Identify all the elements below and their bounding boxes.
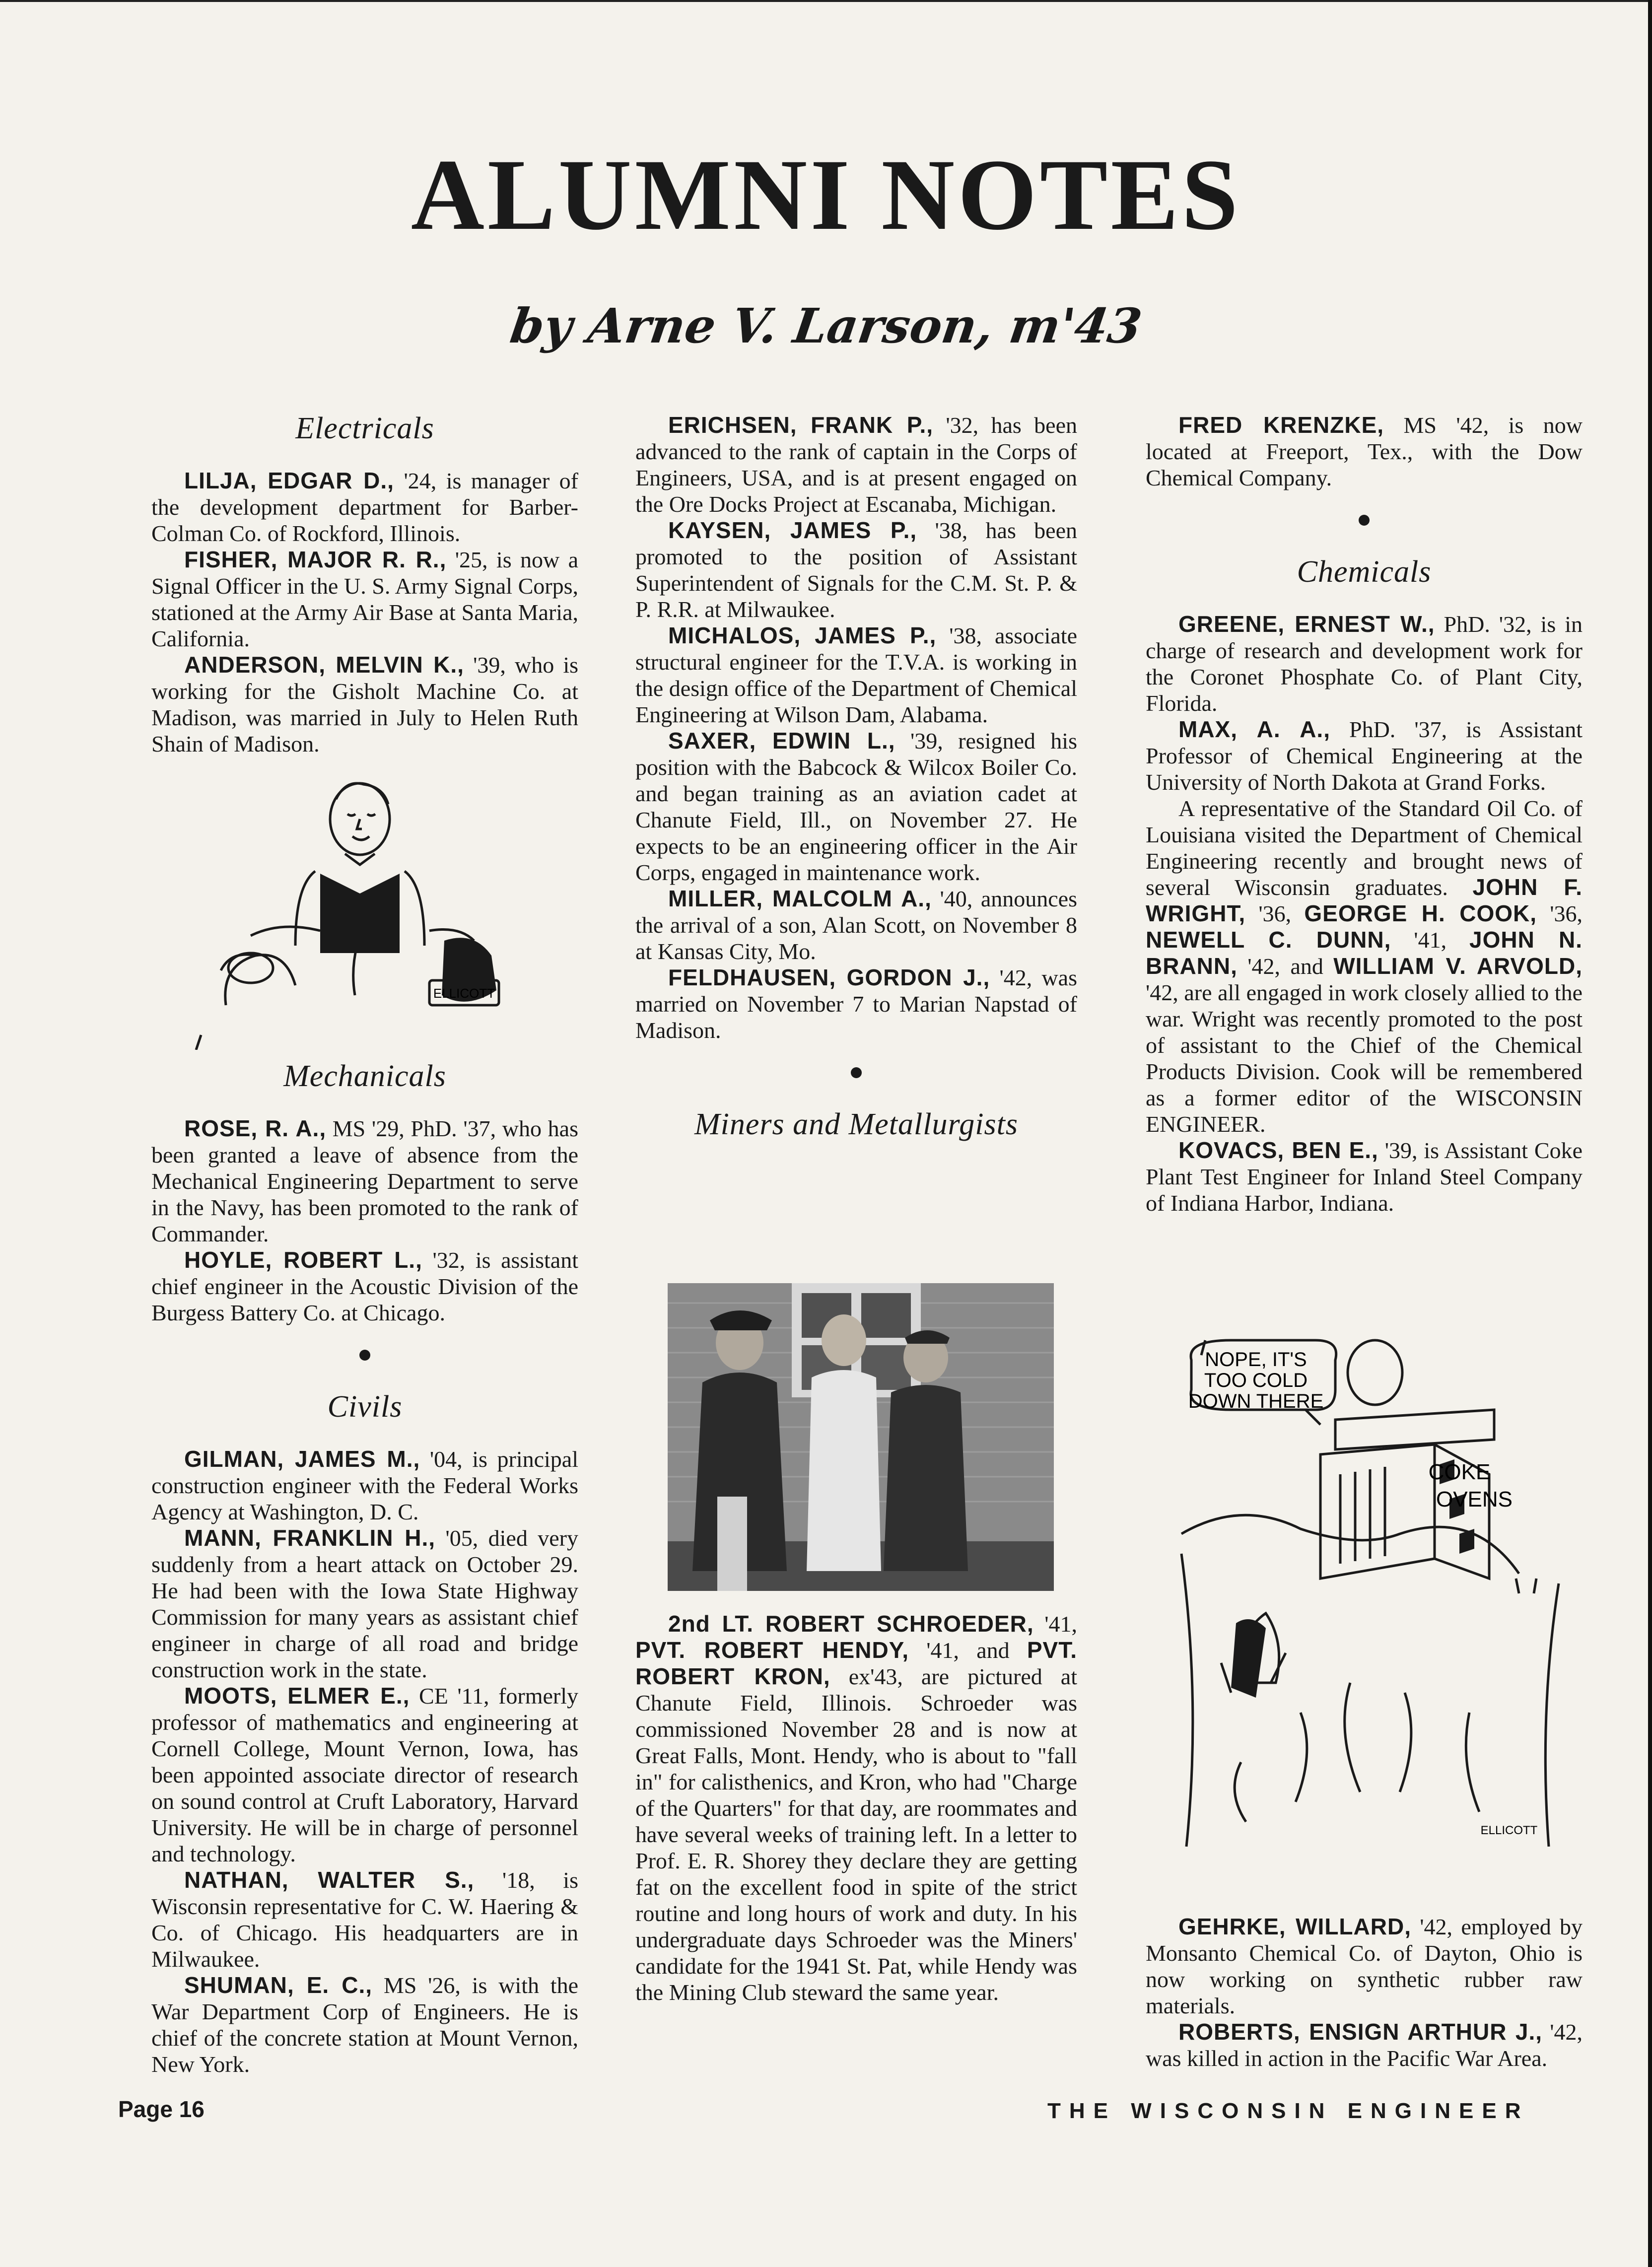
entry-name: MICHALOS, JAMES P., <box>668 622 937 648</box>
entry-name: GEHRKE, WILLARD, <box>1178 1914 1411 1939</box>
section-heading-mechanicals: Mechanicals <box>283 1059 446 1093</box>
byline: by Arne V. Larson, m'43 <box>507 298 1145 354</box>
alumni-entry: ERICHSEN, FRANK P., '32, has been advanced to the rank of captain in the Corps of Engineers, USA, and is at present engaged on the Ore Docks Project at Escanaba, Michigan. <box>635 412 1077 517</box>
entry-name: HOYLE, ROBERT L., <box>184 1247 422 1273</box>
speech-bubble-line-3: DOWN THERE <box>1188 1390 1324 1412</box>
page-number: Page 16 <box>118 2096 205 2122</box>
alumni-entry: HOYLE, ROBERT L., '32, is assistant chief engineer in the Acoustic Division of the Burgess Battery Co. at Chicago. <box>151 1247 578 1325</box>
column-1 <box>151 412 578 2077</box>
alumni-entry: GILMAN, JAMES M., '04, is principal construction engineer with the Federal Works Agency at Washington, D. C. <box>151 1446 579 1524</box>
entry-name: NEWELL C. DUNN, <box>1146 927 1391 953</box>
section-bullet <box>359 1350 370 1361</box>
entry-name: GILMAN, JAMES M., <box>184 1446 420 1472</box>
entry-name: ANDERSON, MELVIN K., <box>184 652 464 678</box>
soldiers-photo-drawing <box>668 1283 1054 1591</box>
alumni-entry: KAYSEN, JAMES P., '38, has been promoted to the position of Assistant Superintendent of Signals for the C.M. St. P. & P. R.R. at Milwaukee. <box>635 517 1077 622</box>
section-bullet <box>1359 515 1370 526</box>
entry-name: GEORGE H. COOK, <box>1304 900 1537 926</box>
alumni-entry: FELDHAUSEN, GORDON J., '42, was married on November 7 to Marian Napstad of Madison. <box>635 964 1077 1043</box>
entry-name: JOHN N. BRANN, <box>1146 927 1583 979</box>
entry-name: MANN, FRANKLIN H., <box>184 1525 436 1551</box>
entry-name: MAX, A. A., <box>1178 716 1330 742</box>
entry-name: FELDHAUSEN, GORDON J., <box>668 964 990 990</box>
alumni-entry: MOOTS, ELMER E., CE '11, formerly professor of mathematics and engineering at Cornell College, Mount Vernon, Iowa, has been appointed associate director of research on sound control at Cruft Laboratory, Harvard University. He will be in charge of personnel and technology. <box>151 1683 579 1866</box>
section-heading-miners: Miners and Metallurgists <box>694 1107 1019 1141</box>
section-heading-civils: Civils <box>327 1390 403 1424</box>
caption-paragraph: 2nd LT. ROBERT SCHROEDER, '41, PVT. ROBERT HENDY, '41, and PVT. ROBERT KRON, ex'43, are pictured at Chanute Field, Illinois. Schroeder was commissioned November 28 and is now at Great Falls, Mont. Hendy, who is about to "fall in" for calisthenics, and Kron, who had "Charge of the Quarters" for that day, are roommates and have several weeks of training left. In a letter to Prof. E. R. Shorey they declare they are getting fat on the excellent food in spite of the strict routine and long hours of work and duty. In his undergraduate days Schroeder was the Miners' candidate for the 1941 St. Pat, while Hendy was the Mining Club steward the same year. <box>635 1611 1077 2005</box>
alumni-entry: GEHRKE, WILLARD, '42, employed by Monsanto Chemical Co. of Dayton, Ohio is now working on synthetic rubber raw materials. <box>1146 1914 1583 2018</box>
caption-name: PVT. ROBERT KRON, <box>635 1637 1077 1689</box>
section-heading-electricals: Electricals <box>295 412 434 445</box>
alumni-entry: SAXER, EDWIN L., '39, resigned his position with the Babcock & Wilcox Boiler Co. and began training as an aviation cadet at Chanute Field, Ill., on November 27. He expects to be an engineering officer in the Air Corps, engaged in maintenance work. <box>635 728 1077 885</box>
alumni-entry: SHUMAN, E. C., MS '26, is with the War Department Corp of Engineers. He is chief of the concrete station at Mount Vernon, New York. <box>151 1972 578 2077</box>
entry-name: NATHAN, WALTER S., <box>184 1867 475 1893</box>
alumni-entry: ROSE, R. A., MS '29, PhD. '37, who has been granted a leave of absence from the Mechanical Engineering Department to serve in the Navy, has been promoted to the rank of Commander. <box>151 1115 578 1246</box>
alumni-entry: KOVACS, BEN E., '39, is Assistant Coke Plant Test Engineer for Inland Steel Company of Indiana Harbor, Indiana. <box>1146 1137 1583 1216</box>
standard-oil-paragraph: A representative of the Standard Oil Co. of Louisiana visited the Department of Chemical Engineering recently and brought news of several Wisconsin graduates. JOHN F. WRIGHT, '36, GEORGE H. COOK, '36, NEWELL C. DUNN, '41, JOHN N. BRANN, '42, and WILLIAM V. ARVOLD, '42, are all engaged in work closely allied to the war. Wright was recently promoted to the post of assistant to the Chief of the Chemical Products Division. Cook will be remembered as a former editor of the WISCONSIN ENGINEER. <box>1146 796 1583 1137</box>
page-edge-top <box>0 0 1652 2</box>
alumni-entry: MILLER, MALCOLM A., '40, announces the arrival of a son, Alan Scott, on November 8 at Kansas City, Mo. <box>635 886 1077 964</box>
entry-name: WILLIAM V. ARVOLD, <box>1333 953 1583 979</box>
entry-name: KAYSEN, JAMES P., <box>668 517 917 543</box>
alumni-entry: FRED KRENZKE, MS '42, is now located at Freeport, Tex., with the Dow Chemical Company. <box>1146 412 1583 490</box>
entry-name: ROSE, R. A., <box>184 1115 327 1141</box>
entry-name: GREENE, ERNEST W., <box>1178 611 1435 637</box>
publication-name: THE WISCONSIN ENGINEER <box>1047 2099 1529 2123</box>
entry-name: LILJA, EDGAR D., <box>184 468 394 493</box>
alumni-entry: GREENE, ERNEST W., PhD. '32, is in charge of research and development work for the Coronet Phosphate Co. of Plant City, Florida. <box>1146 611 1583 716</box>
section-heading-chemicals: Chemicals <box>1297 555 1432 589</box>
column-3-bottom <box>1146 1914 1583 2071</box>
column-3 <box>1146 412 1583 1216</box>
speech-bubble-line-1: NOPE, IT'S <box>1205 1349 1307 1371</box>
cartoon-coke-ovens <box>1171 1335 1569 1861</box>
caption-name: 2nd LT. ROBERT SCHROEDER, <box>668 1611 1034 1637</box>
cartoon-teacher-illustration <box>151 772 578 1050</box>
entry-name: SAXER, EDWIN L., <box>668 728 895 754</box>
entry-name: ROBERTS, ENSIGN ARTHUR J., <box>1178 2019 1543 2045</box>
entry-name: KOVACS, BEN E., <box>1178 1137 1378 1163</box>
entry-name: MOOTS, ELMER E., <box>184 1683 410 1709</box>
sign-line-2: OVENS <box>1436 1487 1513 1511</box>
entry-name: MILLER, MALCOLM A., <box>668 886 932 911</box>
alumni-entry: ANDERSON, MELVIN K., '39, who is working for the Gisholt Machine Co. at Madison, was married in July to Helen Ruth Shain of Madison. <box>151 652 578 756</box>
page-title: ALUMNI NOTES <box>411 138 1241 251</box>
alumni-entry: MICHALOS, JAMES P., '38, associate structural engineer for the T.V.A. is working in the design office of the Department of Chemical Engineering at Wilson Dam, Alabama. <box>635 622 1077 727</box>
cartoon-teacher-drawing <box>151 772 578 1050</box>
alumni-entry: ROBERTS, ENSIGN ARTHUR J., '42, was killed in action in the Pacific War Area. <box>1146 2019 1583 2071</box>
caption-name: PVT. ROBERT HENDY, <box>635 1637 909 1663</box>
alumni-entry: LILJA, EDGAR D., '24, is manager of the development department for Barber-Colman Co. of Rockford, Illinois. <box>151 468 578 546</box>
entry-name: FRED KRENZKE, <box>1178 412 1384 438</box>
section-bullet <box>851 1067 862 1078</box>
photo-caption <box>635 1611 1077 2005</box>
cartoon-signature: ELLICOTT <box>1480 1824 1538 1837</box>
column-2 <box>635 412 1077 1164</box>
alumni-entry: FISHER, MAJOR R. R., '25, is now a Signal Officer in the U. S. Army Signal Corps, stationed at the Army Air Base at Santa Maria, California. <box>151 547 578 651</box>
cartoon-signature: ELLICOTT <box>433 986 495 1001</box>
sign-line-1: COKE <box>1428 1460 1491 1484</box>
entry-name: FISHER, MAJOR R. R., <box>184 547 447 572</box>
alumni-entry: NATHAN, WALTER S., '18, is Wisconsin representative for C. W. Haering & Co. of Chicago. His headquarters are in Milwaukee. <box>151 1867 578 1972</box>
entry-name: SHUMAN, E. C., <box>184 1972 373 1998</box>
entry-name: JOHN F. WRIGHT, <box>1146 874 1583 926</box>
soldiers-photo <box>668 1283 1054 1591</box>
speech-bubble-line-2: TOO COLD <box>1204 1370 1308 1391</box>
cartoon-coke-ovens-drawing <box>1171 1335 1569 1861</box>
alumni-entry: MAX, A. A., PhD. '37, is Assistant Professor of Chemical Engineering at the University of North Dakota at Grand Forks. <box>1146 716 1583 795</box>
entry-name: ERICHSEN, FRANK P., <box>668 412 934 438</box>
alumni-entry: MANN, FRANKLIN H., '05, died very suddenly from a heart attack on October 29. He had been with the Iowa State Highway Commission for many years as assistant chief engineer in charge of all road and bridge construction work in the state. <box>151 1525 578 1682</box>
